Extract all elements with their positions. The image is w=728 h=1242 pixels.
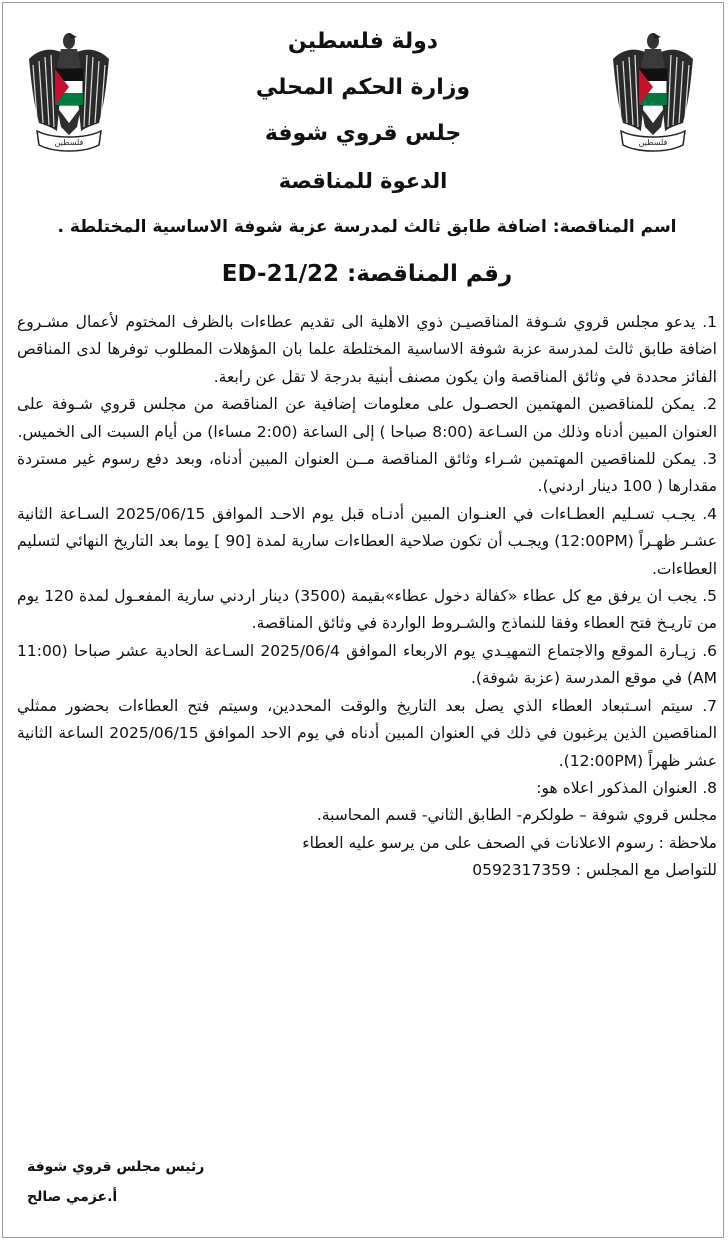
eagle-emblem-icon xyxy=(23,27,115,165)
contact-phone: للتواصل مع المجلس : 0592317359 xyxy=(472,861,717,880)
tender-notice-page xyxy=(2,2,724,1238)
ads-note: ملاحظة : رسوم الاعلانات في الصحف على من يرسو عليه العطاء xyxy=(302,833,717,852)
svg-text:فلسطين: فلسطين xyxy=(638,138,668,147)
palestine-emblem-left xyxy=(23,27,115,165)
svg-text:فلسطين: فلسطين xyxy=(54,138,84,147)
palestine-emblem-right xyxy=(607,27,699,165)
clause-1: 1. يدعو مجلس قروي شـوفة المناقصيـن ذوي الاهلية الى تقديم عطاءات بالظرف المختوم لأعمال مشـروع اضافة طابق ثالث لمدرسة عزبة شوفة الاساسية المختلطة علما بان المؤهلات المطلوب توفرها لدى المناقص الفائز محددة في وثائق المناقصة وان يكون مصنف أبنية بدرجة لا تقل عن رابعة. xyxy=(17,313,717,386)
address-heading: 8. العنوان المذكور اعلاه هو: xyxy=(536,778,717,797)
signature-title: رئيس مجلس قروي شوفة xyxy=(27,1159,205,1175)
address-value: مجلس قروي شوفة – طولكرم- الطابق الثاني- قسم المحاسبة. xyxy=(316,806,717,825)
tender-body xyxy=(17,309,717,885)
invitation-title: الدعوة للمناقصة xyxy=(278,169,448,193)
state-title: دولة فلسطين xyxy=(287,29,439,54)
ministry-title: وزارة الحكم المحلي xyxy=(255,75,471,100)
clause-2: 2. يمكن للمناقصين المهتمين الحصـول على معلومات إضافية عن المناقصة من مجلس قروي شـوفة على العنوان المبين أدناه وذلك من السـاعة (8:00 صباحا ) إلى الساعة (2:00 مساءا) من أيام السبت الى الخميس. xyxy=(17,395,717,441)
clause-3: 3. يمكن للمناقصين المهتمين شـراء وثائق المناقصة مــن العنوان المبين أدناه، وبعد دفع رسوم غير مستردة مقدارها ( 100 دينار اردني). xyxy=(17,450,717,496)
clause-6: 6. زيـارة الموقع والاجتماع التمهيـدي يوم الاربعاء الموافق 2025/06/4 السـاعة الحادية عشر صباحا (11:00 AM) في موقع المدرسة (عزبة شوفة). xyxy=(17,641,718,688)
council-title: جلس قروي شوفة xyxy=(264,121,462,146)
tender-name: اسم المناقصة: اضافة طابق ثالث لمدرسة عزبة شوفة الاساسية المختلطة . xyxy=(57,217,677,237)
eagle-emblem-icon xyxy=(607,27,699,165)
tender-number: رقم المناقصة: ED-21/22 xyxy=(221,261,513,287)
clause-7: 7. سيتم اسـتبعاد العطاء الذي يصل بعد التاريخ والوقت المحددين، وسيتم فتح العطاءات بحضور ممثلي المناقصين الذين يرغبون في ذلك في العنوان المبين أدناه في يوم الاحد الموافق 2025/06/15 الساعة الثانية عشر ظهراً (12:00PM). xyxy=(17,696,717,770)
clause-5: 5. يجب ان يرفق مع كل عطاء «كفالة دخول عطاء»بقيمة (3500) دينار اردني سارية المفعـول لمدة 120 يوم من تاريـخ فتح العطاء وفقا للنماذج والشـروط الواردة في وثائق المناقصة. xyxy=(17,587,717,633)
clause-4: 4. يجـب تسـليم العطـاءات في العنـوان المبين أدنـاه قبل يوم الاحـد الموافق 2025/06/15 السـاعة الثانية عشـر ظهـراً (12:00PM) ويجـب أن تكون صلاحية العطاءات سارية لمدة [90 ] يوما بعد التاريخ النهائي لتسليم العطاءات. xyxy=(17,504,718,578)
signature-name: أ.عزمي صالح xyxy=(27,1189,118,1205)
